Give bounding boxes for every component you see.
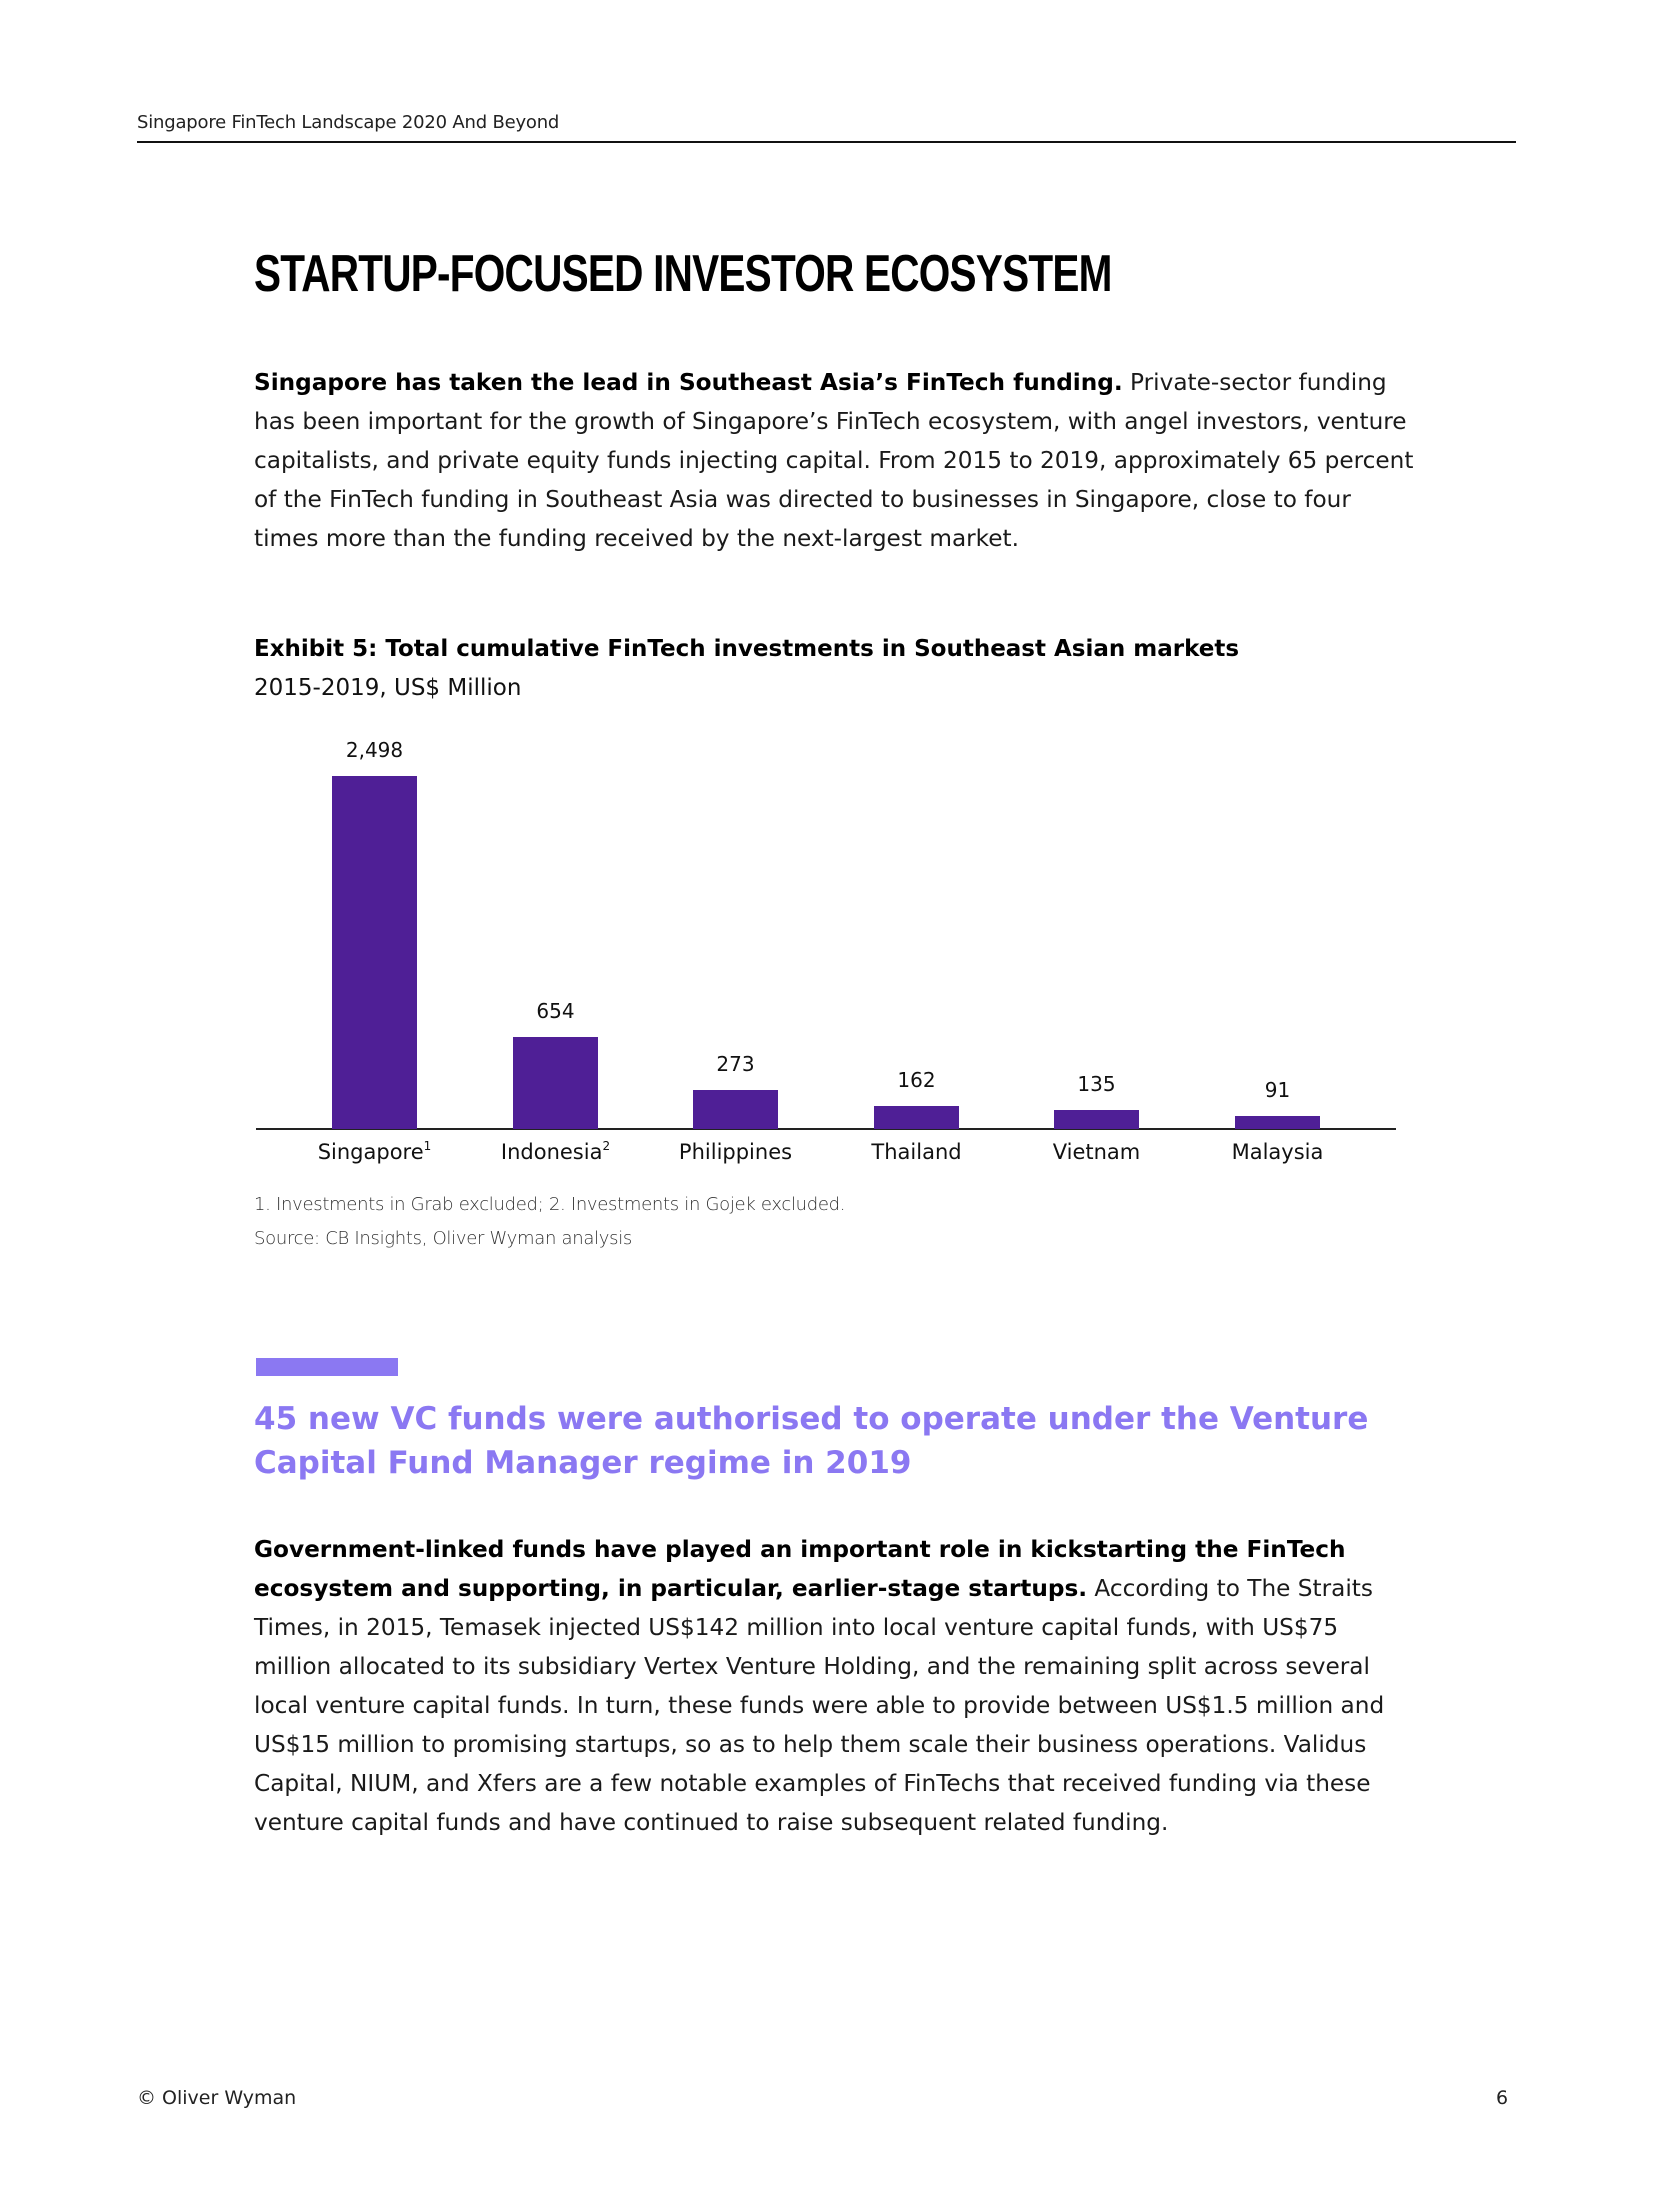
chart-footnote: 1. Investments in Grab excluded; 2. Investments in Gojek excluded. [254, 1194, 846, 1215]
exhibit-subtitle: 2015-2019, US$ Million [254, 675, 522, 701]
header-divider [137, 141, 1516, 143]
bar-thailand [874, 1106, 959, 1129]
section2-body-text: According to The Straits Times, in 2015, Temasek injected US$142 million into local venture capital funds, with US$75 million allocated to its subsidiary Vertex Venture Holding, and the remaining split across several local venture capital funds. In turn, these funds were able to provide between US$1.5 million and US$15 million to promising startups, so as to help them scale their business operations. Validus Capital, NIUM, and Xfers are a few notable examples of FinTechs that received funding via these venture capital funds and have continued to raise subsequent related funding. [254, 1575, 1385, 1836]
section2-paragraph [254, 1530, 1414, 1842]
category-label: Indonesia$^2$ [500, 1139, 611, 1164]
intro-body-text: Private-sector funding has been important for the growth of Singapore’s FinTech ecosystem, with angel investors, venture capitalists, and private equity funds injecting capital. From 2015 to 2019, approximately 65 percent of the FinTech funding in Southeast Asia was directed to businesses in Singapore, close to four times more than the funding received by the next-largest market. [254, 369, 1414, 552]
intro-paragraph [254, 363, 1414, 558]
page-number: 6 [1496, 2087, 1509, 2109]
bar-value-label: 91 [1264, 1078, 1291, 1102]
intro-lead-sentence: Singapore has taken the lead in Southeast Asia’s FinTech funding. [254, 369, 1123, 396]
bar-singapore [332, 776, 417, 1129]
footer-copyright: © Oliver Wyman [137, 2087, 297, 2109]
page-title: STARTUP-FOCUSED INVESTOR ECOSYSTEM [254, 245, 1112, 303]
category-label: Vietnam [1052, 1140, 1141, 1164]
bar-value-label: 135 [1077, 1072, 1116, 1096]
category-label: Singapore$^1$ [317, 1139, 432, 1164]
bar-value-label: 654 [536, 999, 575, 1023]
bar-value-label: 162 [897, 1068, 936, 1092]
category-label: Philippines [678, 1140, 793, 1164]
chart-source: Source: CB Insights, Oliver Wyman analysis [254, 1228, 632, 1249]
accent-bar [256, 1358, 398, 1376]
section2-lead-sentence: Government-linked funds have played an important role in kickstarting the FinTech ecosystem and supporting, in particular, earlier-stage startups. [254, 1536, 1346, 1602]
x-axis-line [256, 1128, 1396, 1130]
bar-vietnam [1054, 1110, 1139, 1129]
category-label: Malaysia [1231, 1140, 1324, 1164]
bar-value-label: 2,498 [345, 738, 404, 762]
callout-heading: 45 new VC funds were authorised to operate under the Venture Capital Fund Manager regime in 2019 [254, 1401, 1369, 1481]
exhibit-title: Exhibit 5: Total cumulative FinTech investments in Southeast Asian markets [254, 636, 1240, 662]
bar-malaysia [1235, 1116, 1320, 1129]
bar-philippines [693, 1090, 778, 1129]
category-label: Thailand [871, 1140, 962, 1164]
running-header-title: Singapore FinTech Landscape 2020 And Beyond [137, 112, 560, 133]
bar-indonesia [513, 1037, 598, 1129]
bar-value-label: 273 [716, 1052, 755, 1076]
